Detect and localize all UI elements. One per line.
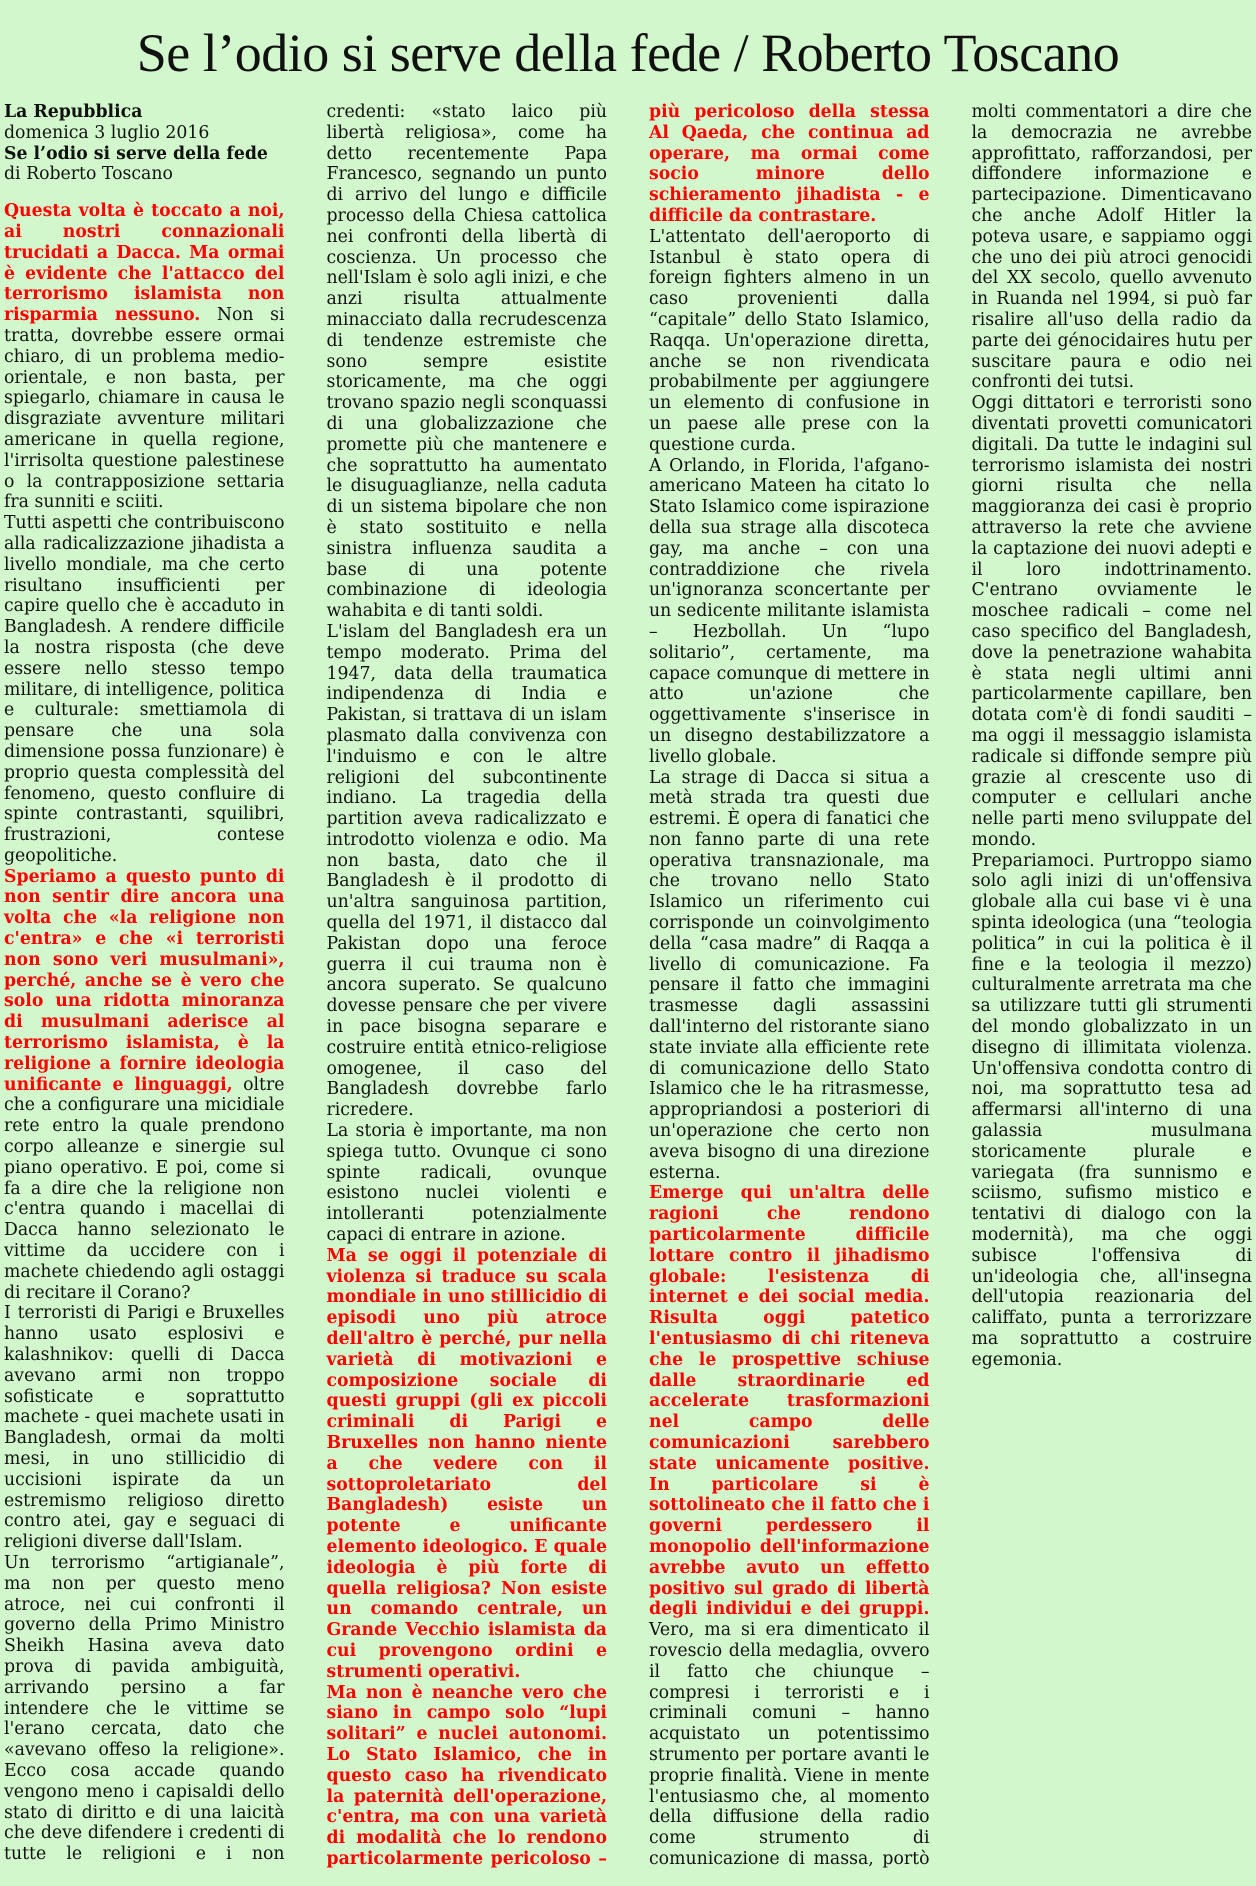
paragraph-text: L'attentato dell'aeroporto di Istanbul è stato opera di foreign fighters almeno in un caso provenienti dalla “capitale” dello Stato Islamico, Raqqa. Un'operazione diretta, anche se non rivendicata probabilmente per aggiungere un elemento di confusione in un paese alle prese con la questione curda. [649, 226, 930, 455]
highlighted-text: Questa volta è toccato a noi, ai nostri connazionali trucidati a Dacca. Ma ormai è evidente che l'attacco del terrorismo islamista non risparmia nessuno. [4, 201, 285, 326]
article-paragraph [4, 1303, 285, 1553]
paragraph-text: Non si tratta, dovrebbe essere ormai chiaro, di un problema medio-orientale, e non basta, per spiegarlo, chiamare in causa le disgraziate avventure militari americane in quella regione, l'irrisolta questione palestinese o la contrapposizione settaria fra sunniti e sciiti. [4, 305, 285, 513]
paragraph-text: oltre che a configurare una micidiale rete entro la quale prendono corpo alleanze e sinergie sul piano operativo. E poi, come si fa a dire che la religione non c'entra quando i macellai di Dacca hanno selezionato le vittime da uccidere con i machete chiedendo agli ostaggi di recitare il Corano? [4, 1074, 285, 1303]
article-paragraph [4, 867, 285, 1304]
article-paragraph [4, 513, 285, 867]
article-body [4, 102, 1252, 1872]
source-name: La Repubblica [4, 102, 143, 122]
article-paragraph [649, 456, 930, 768]
paragraph-text: La strage di Dacca si situa a metà strada tra questi due estremi. È opera di fanatici che non fanno parte di una rete operativa transnazionale, ma che trovano nello Stato Islamico un riferimento cui corrisponde un coinvolgimento della “casa madre” di Raqqa a livello di comunicazione. Fa pensare il fatto che immagini trasmesse dagli assassini dall'interno del ristorante siano state inviate alla efficiente rete di comunicazione dello Stato Islamico che le ha ritrasmesse, appropriandosi a posteriori di un'operazione che certo non aveva bisogno di una direzione esterna. [649, 767, 930, 1183]
highlighted-text: Emerge qui un'altra delle ragioni che rendono particolarmente difficile lottare contro il jihadismo globale: l'esistenza di internet e dei social media. Risulta oggi patetico l'entusiasmo di chi riteneva che le prospettive schiuse dalle straordinarie ed accelerate trasformazioni nel campo delle comunicazioni sarebbero state unicamente positive. In particolare si è sottolineato che il fatto che i governi perdessero il monopolio dell'informazione avrebbe avuto un effetto positivo sul grado di libertà degli individui e dei gruppi. [649, 1183, 930, 1620]
paragraph-text: Tutti aspetti che contribuiscono alla radicalizzazione jihadista a livello mondiale, ma che certo risultano insufficienti per capire quello che è accaduto in Bangladesh. A rendere difficile la nostra risposta (che deve essere nello stesso tempo militare, di intelligence, politica e culturale: smettiamola di pensare che una sola dimensione possa funzionare) è proprio questa complessità del fenomeno, questo confluire di spinte contrastanti, squilibri, frustrazioni, contese geopolitiche. [4, 513, 285, 866]
paragraph-text: I terroristi di Parigi e Bruxelles hanno usato esplosivi e kalashnikov: quelli di Dacca avevano armi non troppo sofisticate e soprattutto machete - quei machete usati in Bangladesh, ormai da molti mesi, in uno stillicidio di uccisioni ispirate da un estremismo religioso diretto contro atei, gay e seguaci di religioni diverse dall'Islam. [4, 1303, 285, 1553]
paragraph-text: Vero, ma si era dimenticato il rovescio della medaglia, ovvero il fatto che chiunque – compresi i terroristi e i criminali comuni – hanno acquistato un potentissimo strumento per portare avanti le proprie finalità. Viene in mente l'entusiasmo che, al momento della diffusione della radio come strumento di comunicazione di massa, portò molti commentatori a dire che la democrazia ne avrebbe approfittato, rafforzandosi, per diffondere informazione e partecipazione. Dimenticavano che anche Adolf Hitler la poteva usare, e sappiamo oggi che uno dei più atroci genocidi del XX secolo, quello avvenuto in Ruanda nel 1994, si può far risalire all'uso della radio da parte dei génocidaires hutu per suscitare paura e odio nei confronti dei tutsi. [649, 102, 1252, 1869]
article-headline: Se l’odio si serve della fede [4, 143, 268, 164]
article-paragraph [327, 1121, 608, 1246]
paragraph-text: Prepariamoci. Purtroppo siamo solo agli inizi di un'offensiva globale alla cui base vi è una spinta ideologica (una “teologia politica” in cui la politica è il fine e la teologia il mezzo) culturalmente arretrata ma che sa utilizzare tutti gli strumenti del mondo globalizzato in un disegno di illimitata violenza. Un'offensiva condotta contro di noi, ma soprattutto tesa ad affermarsi all'interno di una galassia musulmana storicamente plurale e variegata (fra sunnismo e sciismo, sufismo mistico e tentativi di dialogo con la modernità), ma che oggi subisce l'offensiva di un'ideologia che, all'insegna dell'utopia reazionaria del califfato, punta a terrorizzare ma soprattutto a costruire egemonia. [971, 850, 1252, 1370]
article-paragraph [4, 201, 285, 513]
highlighted-text: Ma se oggi il potenziale di violenza si traduce su scala mondiale in uno stillicidio di episodi uno più atroce dell'altro è perché, pur nella varietà di motivazioni e composizione sociale di questi gruppi (gli ex piccoli criminali di Parigi e Bruxelles non hanno niente a che vedere con il sottoproletariato del Bangladesh) esiste un potente e unificante elemento ideologico. E quale ideologia è più forte di quella religiosa? Non esiste un comando centrale, un Grande Vecchio islamista da cui provengono ordini e strumenti operativi. [326, 1245, 607, 1682]
paragraph-text: A Orlando, in Florida, l'afgano-americano Mateen ha citato lo Stato Islamico come ispirazione della sua strage alla discoteca gay, ma anche – con una contraddizione che rivela un'ignoranza sconcertante per un sedicente militante islamista – Hezbollah. Un “lupo solitario”, certamente, ma capace comunque di mettere in atto un'azione che oggettivamente s'inserisce in un disegno destabilizzatore a livello globale. [649, 455, 930, 767]
page-title: Se l’odio si serve della fede / Roberto Toscano [136, 23, 1120, 83]
publication-date: domenica 3 luglio 2016 [4, 122, 210, 143]
article-paragraph [649, 227, 930, 456]
paragraph-text: Oggi dittatori e terroristi sono diventati provetti comunicatori digitali. Da tutte le indagini sul terrorismo islamista dei nostri giorni risulta che nella maggioranza dei casi è proprio attraverso la rete che avviene la captazione dei nuovi adepti e il loro indottrinamento. C'entrano ovviamente le moschee radicali – come nel caso specifico del Bangladesh, dove la penetrazione wahabita è stata negli ultimi anni particolarmente capillare, ben dotata com'è di fondi sauditi – ma oggi il messaggio islamista radicale si diffonde sempre più grazie al crescente uso di computer e cellulari anche nelle parti meno sviluppate del mondo. [971, 393, 1252, 850]
article-paragraph [327, 1246, 608, 1683]
highlighted-text: Speriamo a questo punto di non sentir dire ancora una volta che «la religione non c'entra» e che «i terroristi non sono veri musulmani», perché, anche se è vero che solo una ridotta minoranza di musulmani aderisce al terrorismo islamista, è la religione a fornire ideologia unificante e linguaggi, [4, 866, 285, 1095]
byline: di Roberto Toscano [4, 164, 173, 185]
paragraph-text: La storia è importante, ma non spiega tutto. Ovunque ci sono spinte radicali, ovunque esistono nuclei violenti e intolleranti potenzialmente capaci di entrare in azione. [326, 1121, 607, 1246]
article-meta [4, 102, 285, 185]
article-paragraph [649, 768, 930, 1184]
article-paragraph [327, 622, 608, 1121]
paragraph-text: L'islam del Bangladesh era un tempo moderato. Prima del 1947, data della traumatica indipendenza di India e Pakistan, si trattava di un islam plasmato dalla convivenza con l'induismo e con le altre religioni del subcontinente indiano. La tragedia della partition aveva radicalizzato e introdotto violenza e odio. Ma non basta, dato che il Bangladesh è il prodotto di un'altra sanguinosa partition, quella del 1971, il distacco dal Pakistan dopo una feroce guerra il cui trauma non è ancora superato. Se qualcuno dovesse pensare che per vivere in pace bisogna separare e costruire entità etnico-religiose omogenee, il caso del Bangladesh dovrebbe farlo ricredere. [326, 621, 607, 1121]
article-paragraph [972, 393, 1253, 851]
highlighted-text: Ma non è neanche vero che siano in campo solo “lupi solitari” e nuclei autonomi. Lo Stato Islamico, che in questo caso ha rivendicato la paternità dell'operazione, c'entra, ma con una varietà di modalità che lo rendono particolarmente pericoloso – più pericoloso della stessa Al Qaeda, che continua ad operare, ma ormai come socio minore dello schieramento jihadista - e difficile da contrastare. [326, 102, 930, 1869]
article-paragraph [972, 851, 1253, 1371]
paragraph-text: Un terrorismo “artigianale”, ma non per questo meno atroce, nei cui confronti il governo della Primo Ministro Sheikh Hasina aveva dato prova di pavida ambiguità, arrivando persino a far intendere che le vittime se l'erano cercata, dato che «avevano offeso la religione». Ecco cosa accade quando vengono meno i capisaldi dello stato di diritto e di una laicità che deve difendere i credenti di tutte le religioni e i non credenti: «stato laico più libertà religiosa», come ha detto recentemente Papa Francesco, segnando un punto di arrivo del lungo e difficile processo della Chiesa cattolica nei confronti della libertà di coscienza. Un processo che nell'Islam è solo agli inizi, e che anzi risulta attualmente minacciato dalla recrudescenza di tendenze estremiste che sono sempre esistite storicamente, ma che oggi trovano spazio negli sconquassi di una globalizzazione che promette più che mantenere e che soprattutto ha aumentato le disuguaglianze, nella caduta di un sistema bipolare che non è stato sostituito e nella sinistra influenza saudita a base di una potente combinazione di ideologia wahabita e di tanti soldi. [4, 102, 607, 1865]
